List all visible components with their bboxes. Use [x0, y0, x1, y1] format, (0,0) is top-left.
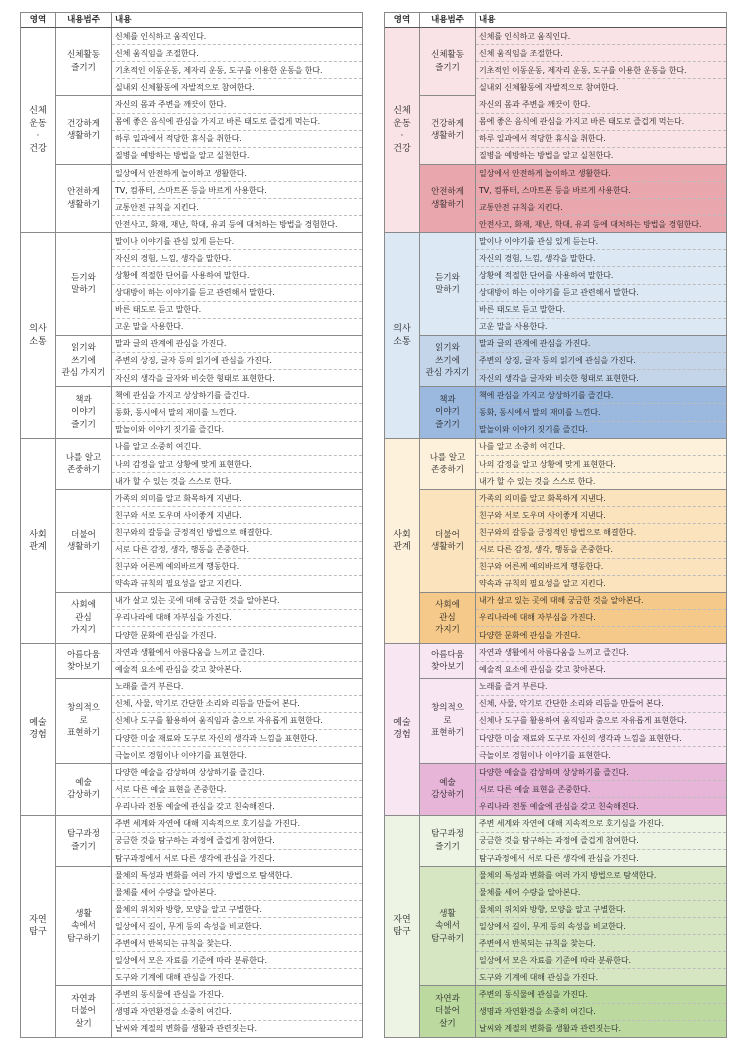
- content-item: 친구와의 갈등을 긍정적인 방법으로 해결한다.: [112, 524, 362, 541]
- area-block: [21, 816, 362, 1037]
- curriculum-table-plain: [20, 12, 363, 1038]
- content-item: 자신의 몸과 주변을 깨끗이 한다.: [476, 96, 726, 113]
- category-list: [420, 439, 726, 643]
- content-item: 자연과 생활에서 아름다움을 느끼고 즐긴다.: [476, 644, 726, 661]
- area-name: 예술 경험: [385, 644, 420, 814]
- category-row: [56, 764, 362, 815]
- area-block: [385, 439, 726, 644]
- content-list: [112, 28, 362, 95]
- content-list: [112, 233, 362, 334]
- category-name: 듣기와 말하기: [56, 233, 112, 334]
- category-name: 책과 이야기 즐기기: [56, 387, 112, 438]
- content-item: 물체를 세어 수량을 알아본다.: [476, 884, 726, 901]
- content-item: 내가 살고 있는 곳에 대해 궁금한 것을 알아본다.: [476, 593, 726, 610]
- content-item: 말과 글의 관계에 관심을 가진다.: [112, 336, 362, 353]
- header-category: 내용범주: [56, 13, 112, 27]
- category-name: 탐구과정 즐기기: [56, 816, 112, 867]
- category-name: 읽기와 쓰기에 관심 가지기: [420, 336, 476, 387]
- content-list: [476, 986, 726, 1037]
- category-row: [420, 644, 726, 679]
- content-item: 날씨와 계절의 변화를 생활과 관련짓는다.: [115, 1024, 257, 1034]
- content-item: 서로 다른 예술 표현을 존중한다.: [476, 781, 726, 798]
- content-list: [112, 336, 362, 387]
- content-item: 궁금한 것을 탐구하는 과정에 즐겁게 참여한다.: [476, 833, 726, 850]
- category-list: [56, 28, 362, 232]
- content-item: 친구와 서로 도우며 사이좋게 지낸다.: [112, 507, 362, 524]
- category-row: [420, 679, 726, 764]
- content-item: 일상에서 안전하게 놀이하고 생활한다.: [476, 165, 726, 182]
- content-item: 친구와 어른께 예의바르게 행동한다.: [476, 559, 726, 576]
- content-item: 친구와 어른께 예의바르게 행동한다.: [112, 559, 362, 576]
- content-item: 일상에서 길이, 무게 등의 속성을 비교한다.: [112, 918, 362, 935]
- content-item: 교통안전 규칙을 지킨다.: [476, 199, 726, 216]
- content-item: 상황에 적절한 단어를 사용하여 말한다.: [112, 267, 362, 284]
- content-item: 내가 살고 있는 곳에 대해 궁금한 것을 알아본다.: [112, 593, 362, 610]
- category-name: 신체활동 즐기기: [420, 28, 476, 95]
- category-row: [56, 439, 362, 491]
- content-item: 책에 관심을 가지고 상상하기를 즐긴다.: [476, 387, 726, 404]
- content-item: 나를 알고 소중히 여긴다.: [476, 439, 726, 456]
- content-item: 상대방이 하는 이야기를 듣고 관련해서 말한다.: [112, 285, 362, 302]
- content-item: 실내외 신체활동에 자발적으로 참여한다.: [476, 79, 726, 95]
- category-name: 나를 알고 존중하기: [56, 439, 112, 490]
- content-item: 안전사고, 화재, 재난, 학대, 유괴 등에 대처하는 방법을 경험한다.: [476, 216, 726, 232]
- content-list: [112, 593, 362, 644]
- category-name: 생활 속에서 탐구하기: [420, 867, 476, 985]
- content-list: [112, 816, 362, 867]
- content-item: 신체, 사물, 악기로 간단한 소리와 리듬을 만들어 본다.: [112, 696, 362, 713]
- category-row: [420, 593, 726, 644]
- category-name: 자연과 더불어 살기: [56, 986, 112, 1037]
- category-row: [56, 644, 362, 679]
- category-name: 자연과 더불어 살기: [420, 986, 476, 1037]
- content-item: 내가 할 수 있는 것을 스스로 한다.: [115, 476, 232, 486]
- content-item: 동화, 동시에서 말의 재미를 느낀다.: [112, 404, 362, 421]
- content-item: 노래를 즐겨 부른다.: [112, 679, 362, 696]
- content-item: 고운 말을 사용한다.: [115, 322, 184, 332]
- content-item: 약속과 규칙의 필요성을 알고 지킨다.: [476, 576, 726, 592]
- content-item: 질병을 예방하는 방법을 알고 실천한다.: [476, 148, 726, 164]
- content-list: [112, 867, 362, 985]
- category-row: [56, 593, 362, 644]
- category-name: 창의적으 로 표현하기: [420, 679, 476, 763]
- area-block: [385, 28, 726, 233]
- category-name: 안전하게 생활하기: [420, 165, 476, 232]
- category-name: 생활 속에서 탐구하기: [56, 867, 112, 985]
- category-name: 탐구과정 즐기기: [420, 816, 476, 867]
- content-list: [476, 764, 726, 815]
- content-item: 일상에서 모은 자료를 기준에 따라 분류한다.: [476, 952, 726, 969]
- category-list: [420, 28, 726, 232]
- content-item: 고운 말을 사용한다.: [476, 319, 726, 335]
- content-item: 바른 태도로 듣고 말한다.: [112, 302, 362, 319]
- content-item: 말과 글의 관계에 관심을 가진다.: [476, 336, 726, 353]
- content-item: 신체를 인식하고 움직인다.: [112, 28, 362, 45]
- content-item: 자신의 경험, 느낌, 생각을 말한다.: [112, 250, 362, 267]
- category-row: [56, 233, 362, 335]
- content-item: 다양한 미술 재료와 도구로 자신의 생각과 느낌을 표현한다.: [112, 730, 362, 747]
- content-item: 우리나라에 대해 자부심을 가진다.: [476, 610, 726, 627]
- category-list: [420, 233, 726, 437]
- content-item: 책에 관심을 가지고 상상하기를 즐긴다.: [112, 387, 362, 404]
- area-block: [385, 816, 726, 1037]
- content-item: 나의 감정을 알고 상황에 맞게 표현한다.: [476, 456, 726, 473]
- category-row: [56, 336, 362, 388]
- area-block: [385, 233, 726, 438]
- content-list: [112, 165, 362, 232]
- content-item: 일상에서 길이, 무게 등의 속성을 비교한다.: [476, 918, 726, 935]
- area-name: 예술 경험: [21, 644, 56, 814]
- content-list: [112, 96, 362, 163]
- content-item: 동화, 동시에서 말의 재미를 느낀다.: [476, 404, 726, 421]
- content-item: 물체의 위치와 방향, 모양을 알고 구별한다.: [476, 901, 726, 918]
- content-list: [476, 233, 726, 334]
- content-item: 자신의 몸과 주변을 깨끗이 한다.: [112, 96, 362, 113]
- content-item: 안전사고, 화재, 재난, 학대, 유괴 등에 대처하는 방법을 경험한다.: [115, 219, 338, 229]
- content-item: 다양한 문화에 관심을 가진다.: [115, 630, 217, 640]
- content-item: 가족의 의미를 알고 화목하게 지낸다.: [112, 490, 362, 507]
- content-item: 신체 움직임을 조절한다.: [112, 45, 362, 62]
- content-item: 자신의 생각을 글자와 비슷한 형태로 표현한다.: [476, 370, 726, 386]
- content-item: 날씨와 계절의 변화를 생활과 관련짓는다.: [476, 1021, 726, 1037]
- header-content: 내용: [479, 15, 496, 25]
- category-row: [56, 28, 362, 96]
- content-list: [476, 387, 726, 438]
- content-item: 주변에서 반복되는 규칙을 찾는다.: [112, 935, 362, 952]
- content-item: TV, 컴퓨터, 스마트폰 등을 바르게 사용한다.: [112, 182, 362, 199]
- area-block: [21, 233, 362, 438]
- content-list: [112, 439, 362, 490]
- curriculum-table-colored: [384, 12, 727, 1038]
- category-row: [420, 233, 726, 335]
- category-row: [56, 816, 362, 868]
- content-item: 도구와 기계에 대해 관심을 가진다.: [476, 969, 726, 985]
- content-item: 자신의 생각을 글자와 비슷한 형태로 표현한다.: [115, 373, 275, 383]
- content-list: [476, 439, 726, 490]
- category-list: [56, 439, 362, 643]
- category-name: 책과 이야기 즐기기: [420, 387, 476, 438]
- content-item: 친구와의 갈등을 긍정적인 방법으로 해결한다.: [476, 524, 726, 541]
- category-row: [420, 867, 726, 986]
- category-name: 아름다움 찾아보기: [420, 644, 476, 678]
- content-list: [476, 867, 726, 985]
- category-name: 더불어 생활하기: [420, 490, 476, 591]
- content-item: 주변 세계와 자연에 대해 지속적으로 호기심을 가진다.: [112, 816, 362, 833]
- content-item: 기초적인 이동운동, 제자리 운동, 도구를 이용한 운동을 한다.: [476, 62, 726, 79]
- category-row: [420, 336, 726, 388]
- category-name: 사회에 관심 가지기: [420, 593, 476, 644]
- area-name: 신체 운동 · 건강: [385, 28, 420, 232]
- category-row: [56, 165, 362, 232]
- category-name: 아름다움 찾아보기: [56, 644, 112, 678]
- category-name: 예술 감상하기: [420, 764, 476, 815]
- area-name: 자연 탐구: [21, 816, 56, 1037]
- content-item: 일상에서 안전하게 놀이하고 생활한다.: [112, 165, 362, 182]
- content-item: 신체나 도구를 활용하여 움직임과 춤으로 자유롭게 표현한다.: [112, 713, 362, 730]
- content-list: [476, 336, 726, 387]
- header-content: 내용: [115, 15, 132, 25]
- category-name: 예술 감상하기: [56, 764, 112, 815]
- category-name: 창의적으 로 표현하기: [56, 679, 112, 763]
- content-list: [476, 644, 726, 678]
- content-item: 가족의 의미를 알고 화목하게 지낸다.: [476, 490, 726, 507]
- content-item: 기초적인 이동운동, 제자리 운동, 도구를 이용한 운동을 한다.: [112, 62, 362, 79]
- table-header: [385, 13, 726, 28]
- category-row: [420, 28, 726, 96]
- content-item: 주변의 동식물에 관심을 가진다.: [112, 986, 362, 1003]
- header-category: 내용범주: [420, 13, 476, 27]
- content-list: [476, 96, 726, 163]
- category-list: [56, 816, 362, 1037]
- content-item: 일상에서 모은 자료를 기준에 따라 분류한다.: [112, 952, 362, 969]
- content-item: 예술적 요소에 관심을 갖고 찾아본다.: [476, 662, 726, 678]
- category-list: [420, 644, 726, 814]
- content-item: 다양한 문화에 관심을 가진다.: [476, 627, 726, 643]
- content-item: 탐구과정에서 서로 다른 생각에 관심을 가진다.: [476, 850, 726, 866]
- category-row: [56, 387, 362, 438]
- category-row: [420, 490, 726, 592]
- area-block: [385, 644, 726, 815]
- content-item: 자신의 경험, 느낌, 생각을 말한다.: [476, 250, 726, 267]
- area-name: 의사 소통: [385, 233, 420, 437]
- content-list: [476, 490, 726, 591]
- content-list: [476, 679, 726, 763]
- category-row: [420, 439, 726, 491]
- content-item: TV, 컴퓨터, 스마트폰 등을 바르게 사용한다.: [476, 182, 726, 199]
- content-item: 하루 일과에서 적당한 휴식을 취한다.: [476, 131, 726, 148]
- content-item: 우리나라 전통 예술에 관심을 갖고 친숙해진다.: [115, 801, 275, 811]
- content-item: 물체의 위치와 방향, 모양을 알고 구별한다.: [112, 901, 362, 918]
- content-item: 다양한 미술 재료와 도구로 자신의 생각과 느낌을 표현한다.: [476, 730, 726, 747]
- area-name: 사회 관계: [385, 439, 420, 643]
- category-row: [420, 986, 726, 1037]
- content-item: 서로 다른 감정, 생각, 행동을 존중한다.: [112, 542, 362, 559]
- content-item: 몸에 좋은 음식에 관심을 가지고 바른 태도로 즐겁게 먹는다.: [476, 114, 726, 131]
- content-item: 신체를 인식하고 움직인다.: [476, 28, 726, 45]
- category-row: [420, 165, 726, 232]
- category-list: [56, 644, 362, 814]
- content-item: 말이나 이야기를 관심 있게 듣는다.: [476, 233, 726, 250]
- category-list: [56, 233, 362, 437]
- content-list: [476, 816, 726, 867]
- content-list: [112, 490, 362, 591]
- content-item: 신체나 도구를 활용하여 움직임과 춤으로 자유롭게 표현한다.: [476, 713, 726, 730]
- content-item: 우리나라에 대해 자부심을 가진다.: [112, 610, 362, 627]
- content-item: 나의 감정을 알고 상황에 맞게 표현한다.: [112, 456, 362, 473]
- category-row: [420, 764, 726, 815]
- content-list: [112, 986, 362, 1037]
- content-item: 극놀이로 경험이나 이야기를 표현한다.: [476, 747, 726, 763]
- content-item: 탐구과정에서 서로 다른 생각에 관심을 가진다.: [115, 853, 275, 863]
- content-item: 주변의 상징, 글자 등의 읽기에 관심을 가진다.: [476, 353, 726, 370]
- content-item: 우리나라 전통 예술에 관심을 갖고 친숙해진다.: [476, 798, 726, 814]
- content-list: [476, 28, 726, 95]
- content-item: 다양한 예술을 감상하며 상상하기를 즐긴다.: [112, 764, 362, 781]
- area-name: 의사 소통: [21, 233, 56, 437]
- category-row: [56, 96, 362, 164]
- content-item: 궁금한 것을 탐구하는 과정에 즐겁게 참여한다.: [112, 833, 362, 850]
- category-row: [56, 867, 362, 986]
- area-name: 자연 탐구: [385, 816, 420, 1037]
- content-item: 주변 세계와 자연에 대해 지속적으로 호기심을 가진다.: [476, 816, 726, 833]
- content-item: 주변의 동식물에 관심을 가진다.: [476, 986, 726, 1003]
- content-list: [112, 387, 362, 438]
- content-item: 물체를 세어 수량을 알아본다.: [112, 884, 362, 901]
- content-item: 몸에 좋은 음식에 관심을 가지고 바른 태도로 즐겁게 먹는다.: [112, 114, 362, 131]
- content-item: 예술적 요소에 관심을 갖고 찾아본다.: [115, 665, 242, 675]
- category-row: [56, 679, 362, 764]
- content-item: 하루 일과에서 적당한 휴식을 취한다.: [112, 131, 362, 148]
- category-name: 안전하게 생활하기: [56, 165, 112, 232]
- area-block: [21, 28, 362, 233]
- content-item: 극놀이로 경험이나 이야기를 표현한다.: [115, 750, 247, 760]
- category-row: [420, 816, 726, 868]
- content-item: 서로 다른 예술 표현을 존중한다.: [112, 781, 362, 798]
- content-item: 도구와 기계에 대해 관심을 가진다.: [115, 972, 235, 982]
- content-item: 말이나 이야기를 관심 있게 듣는다.: [112, 233, 362, 250]
- table-header: [21, 13, 362, 28]
- content-item: 신체, 사물, 악기로 간단한 소리와 리듬을 만들어 본다.: [476, 696, 726, 713]
- header-area: 영역: [21, 13, 56, 27]
- category-row: [420, 387, 726, 438]
- content-item: 나를 알고 소중히 여긴다.: [112, 439, 362, 456]
- content-item: 다양한 예술을 감상하며 상상하기를 즐긴다.: [476, 764, 726, 781]
- category-name: 건강하게 생활하기: [420, 96, 476, 163]
- content-item: 생명과 자연환경을 소중히 여긴다.: [476, 1004, 726, 1021]
- content-item: 약속과 규칙의 필요성을 알고 지킨다.: [115, 579, 242, 589]
- area-name: 사회 관계: [21, 439, 56, 643]
- content-item: 주변의 상징, 글자 등의 읽기에 관심을 가진다.: [112, 353, 362, 370]
- category-row: [56, 986, 362, 1037]
- content-list: [112, 764, 362, 815]
- content-item: 상대방이 하는 이야기를 듣고 관련해서 말한다.: [476, 285, 726, 302]
- content-item: 노래를 즐겨 부른다.: [476, 679, 726, 696]
- content-item: 말놀이와 이야기 짓기를 즐긴다.: [476, 422, 726, 438]
- content-item: 내가 할 수 있는 것을 스스로 한다.: [476, 473, 726, 489]
- content-item: 바른 태도로 듣고 말한다.: [476, 302, 726, 319]
- content-item: 서로 다른 감정, 생각, 행동을 존중한다.: [476, 542, 726, 559]
- content-item: 물체의 특성과 변화를 여러 가지 방법으로 탐색한다.: [112, 867, 362, 884]
- content-item: 친구와 서로 도우며 사이좋게 지낸다.: [476, 507, 726, 524]
- area-name: 신체 운동 · 건강: [21, 28, 56, 232]
- content-item: 실내외 신체활동에 자발적으로 참여한다.: [115, 82, 255, 92]
- content-item: 질병을 예방하는 방법을 알고 실천한다.: [115, 151, 250, 161]
- content-list: [112, 679, 362, 763]
- category-name: 더불어 생활하기: [56, 490, 112, 591]
- category-row: [420, 96, 726, 164]
- content-item: 신체 움직임을 조절한다.: [476, 45, 726, 62]
- content-list: [476, 593, 726, 644]
- content-list: [112, 644, 362, 678]
- content-item: 상황에 적절한 단어를 사용하여 말한다.: [476, 267, 726, 284]
- content-item: 교통안전 규칙을 지킨다.: [112, 199, 362, 216]
- category-name: 읽기와 쓰기에 관심 가지기: [56, 336, 112, 387]
- area-block: [21, 439, 362, 644]
- content-item: 말놀이와 이야기 짓기를 즐긴다.: [115, 425, 224, 435]
- category-name: 사회에 관심 가지기: [56, 593, 112, 644]
- category-row: [56, 490, 362, 592]
- category-name: 듣기와 말하기: [420, 233, 476, 334]
- content-item: 생명과 자연환경을 소중히 여긴다.: [112, 1004, 362, 1021]
- category-name: 신체활동 즐기기: [56, 28, 112, 95]
- area-block: [21, 644, 362, 815]
- content-item: 물체의 특성과 변화를 여러 가지 방법으로 탐색한다.: [476, 867, 726, 884]
- content-item: 주변에서 반복되는 규칙을 찾는다.: [476, 935, 726, 952]
- content-list: [476, 165, 726, 232]
- category-name: 나를 알고 존중하기: [420, 439, 476, 490]
- category-name: 건강하게 생활하기: [56, 96, 112, 163]
- header-area: 영역: [385, 13, 420, 27]
- content-item: 자연과 생활에서 아름다움을 느끼고 즐긴다.: [112, 644, 362, 661]
- category-list: [420, 816, 726, 1037]
